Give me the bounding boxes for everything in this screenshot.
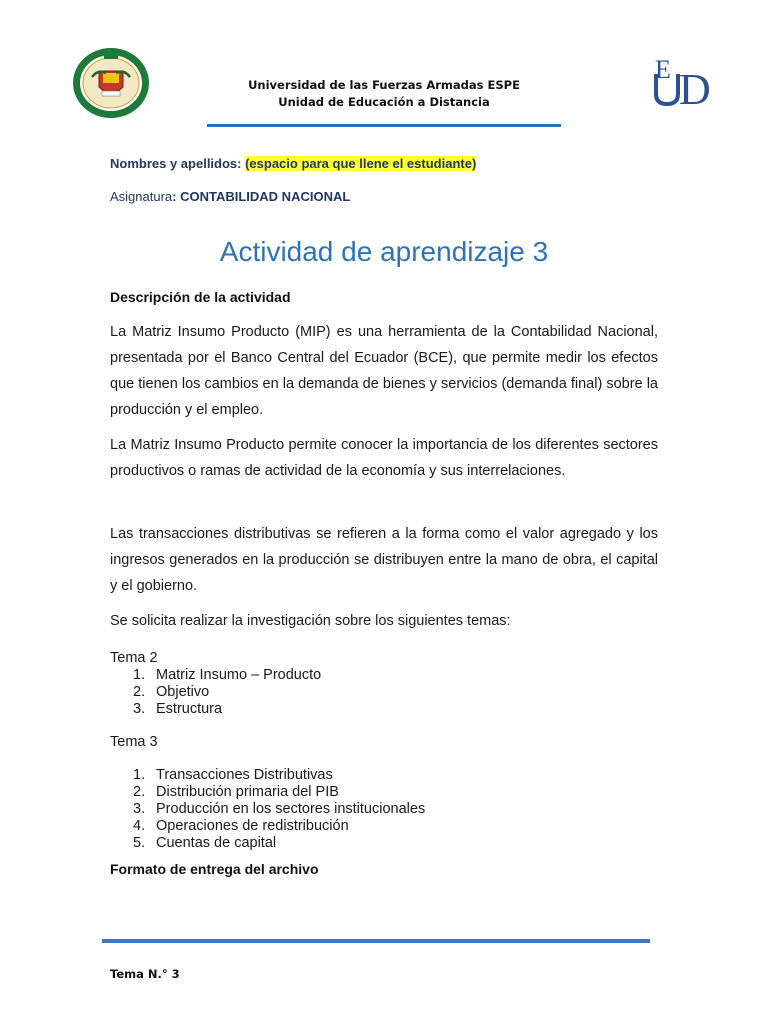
unit-name: Unidad de Educación a Distancia	[278, 95, 490, 109]
list-item: 1. Matriz Insumo – Producto	[133, 667, 322, 683]
paragraph-1: La Matriz Insumo Producto (MIP) es una herramienta de la Contabilidad Nacional, presentada por el Banco Central del Ecuador (BCE), que permite medir los efectos que tienen los cambios en la demanda de bienes y servicios (demanda final) sobre la producción y el empleo.	[110, 324, 658, 418]
subject-field	[110, 189, 350, 204]
list-item: 1. Transacciones Distributivas	[133, 767, 333, 783]
tema3-label: Tema 3	[110, 734, 158, 750]
paragraph-2: La Matriz Insumo Producto permite conocer la importancia de los diferentes sectores productivos o ramas de actividad de la economía y sus interrelaciones.	[110, 437, 658, 479]
list-item: 4. Operaciones de redistribución	[133, 818, 349, 834]
list-item: 5. Cuentas de capital	[133, 835, 277, 851]
svg-text:E: E	[655, 55, 671, 84]
description-heading: Descripción de la actividad	[110, 289, 291, 305]
tema2-label: Tema 2	[110, 650, 158, 666]
list-item: 2. Objetivo	[133, 684, 210, 700]
paragraph-4: Se solicita realizar la investigación sobre los siguientes temas:	[110, 613, 511, 629]
list-item: 3. Producción en los sectores institucionales	[133, 801, 426, 817]
university-name: Universidad de las Fuerzas Armadas ESPE	[248, 78, 520, 92]
list-item: 2. Distribución primaria del PIB	[133, 784, 339, 800]
footer-label: Tema N.° 3	[110, 967, 180, 981]
paragraph-3: Las transacciones distributivas se refieren a la forma como el valor agregado y los ingresos generados en la producción se distribuyen entre la mano de obra, el capital y el gobierno.	[110, 526, 658, 594]
student-name-value: (espacio para que llene el estudiante)	[245, 156, 477, 171]
subject-value: : CONTABILIDAD NACIONAL	[172, 189, 351, 204]
student-name-field	[110, 156, 476, 171]
header-divider	[207, 124, 561, 127]
tema2-list	[133, 667, 321, 718]
tema3-list	[133, 767, 425, 852]
svg-text:D: D	[679, 65, 711, 108]
format-heading: Formato de entrega del archivo	[110, 861, 319, 877]
list-item: 3. Estructura	[133, 701, 223, 717]
footer-divider	[102, 939, 650, 943]
student-name-label: Nombres y apellidos:	[110, 156, 246, 171]
ued-logo-icon	[651, 54, 731, 108]
page-title: Actividad de aprendizaje 3	[219, 236, 549, 267]
subject-label: Asignatura	[110, 189, 173, 204]
